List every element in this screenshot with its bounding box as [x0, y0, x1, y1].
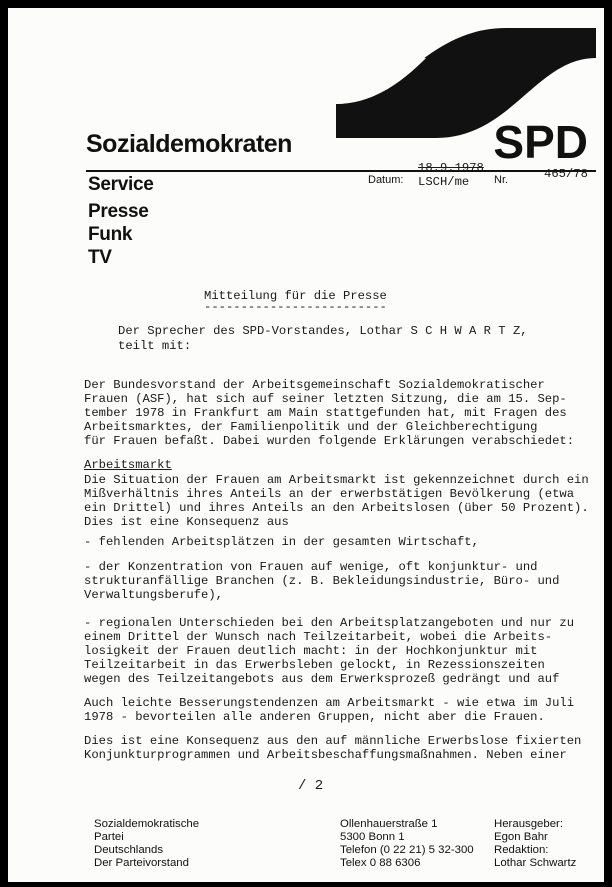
date-value: 18.9.1978: [418, 161, 484, 175]
footer-address-line: Telefon (0 22 21) 5 32-300: [340, 844, 474, 856]
speaker-line-1: Der Sprecher des SPD-Vorstandes, Lothar S C H W A R T Z,: [118, 324, 528, 338]
para4-line-2: Konjunkturprogrammen und Arbeitsbeschaffungsmaßnahmen. Neben einer: [84, 748, 567, 762]
footer-address-line: Ollenhauerstraße 1: [340, 818, 438, 830]
bullet3-line-1: - regionalen Unterschieden bei den Arbeitsplatzangeboten und nur zu: [84, 616, 575, 630]
header-rule: [86, 170, 596, 172]
footer-publisher-line: Lothar Schwartz: [494, 857, 577, 869]
para2-line-3: ein Drittel) und ihres Anteils an den Arbeitslosen (über 50 Prozent).: [84, 501, 589, 515]
para1-line-4: Arbeitsmarktes, der Familienpolitik und der Gleichberechtigung: [84, 420, 538, 434]
bullet3-line-3: losigkeit der Frauen deutlich macht: in der Hochkonjunktur mit: [84, 644, 538, 658]
para3-line-2: 1978 - bevorteilen alle anderen Gruppen, nicht aber die Frauen.: [84, 710, 545, 724]
footer-address-line: Telex 0 88 6306: [340, 857, 421, 869]
para1-line-5: für Frauen befaßt. Dabei wurden folgende Erklärungen verabschiedet:: [84, 434, 575, 448]
heading-underline: -------------------------: [204, 300, 387, 314]
bullet2-line-2: strukturanfällige Branchen (z. B. Bekleidungsindustrie, Büro- und: [84, 574, 560, 588]
footer-address-line: 5300 Bonn 1: [340, 831, 405, 843]
press-release-sheet: [8, 8, 604, 882]
footer-publisher-line: Redaktion:: [494, 844, 549, 856]
page-number: / 2: [298, 778, 324, 794]
footer-party-line: Der Parteivorstand: [94, 857, 189, 869]
bullet2-line-3: Verwaltungsberufe),: [84, 588, 223, 602]
footer-publisher: [494, 818, 576, 870]
tv-label: TV: [88, 247, 112, 268]
para2-line-4: Dies ist eine Konsequenz aus: [84, 515, 289, 529]
footer-publisher-line: Herausgeber:: [494, 818, 564, 830]
service-label: Service: [88, 174, 154, 195]
para2-line-1: Die Situation der Frauen am Arbeitsmarkt ist gekennzeichnet durch ein: [84, 473, 589, 487]
bullet2-line-1: - der Konzentration von Frauen auf wenige, oft konjunktur- und: [84, 560, 538, 574]
funk-label: Funk: [88, 224, 133, 245]
para2-line-2: Mißverhältnis ihres Anteils an der erwerbstätigen Bevölkerung (etwa: [84, 487, 575, 501]
reference-code: LSCH/me: [418, 175, 470, 189]
bullet3-line-2: einem Drittel der Wunsch nach Teilzeitarbeit, wobei die Arbeits-: [84, 630, 553, 644]
spd-logo: [336, 18, 596, 166]
number-label: Nr.: [494, 174, 509, 186]
footer-party: [94, 818, 199, 870]
presse-label: Presse: [88, 201, 149, 222]
para1-line-2: Frauen (ASF), hat sich auf seiner letzten Sitzung, die am 15. Sep-: [84, 392, 567, 406]
para1-line-1: Der Bundesvorstand der Arbeitsgemeinschaft Sozialdemokratischer: [84, 378, 545, 392]
para4-line-1: Dies ist eine Konsequenz aus den auf männliche Erwerbslose fixierten: [84, 734, 582, 748]
brand-title: Sozialdemokraten: [86, 130, 292, 158]
footer-address: [340, 818, 474, 870]
section-heading: Arbeitsmarkt: [84, 458, 172, 472]
footer-party-line: Partei: [94, 831, 124, 843]
release-heading: Mitteilung für die Presse: [204, 289, 387, 303]
date-label: Datum:: [368, 174, 404, 186]
document-number: 465/78: [544, 167, 588, 181]
footer-party-line: Sozialdemokratische: [94, 818, 200, 830]
spd-logo-text: SPD: [493, 116, 588, 166]
para1-line-3: tember 1978 in Frankfurt am Main stattgefunden hat, mit Fragen des: [84, 406, 567, 420]
bullet3-line-4: Teilzeitarbeit in das Erwerbsleben gelockt, in Rezessionszeiten: [84, 658, 545, 672]
para3-line-1: Auch leichte Besserungstendenzen am Arbeitsmarkt - wie etwa im Juli: [84, 696, 575, 710]
footer-party-line: Deutschlands: [94, 844, 164, 856]
bullet1-line-1: - fehlenden Arbeitsplätzen in der gesamten Wirtschaft,: [84, 535, 479, 549]
speaker-line-2: teilt mit:: [118, 339, 192, 353]
bullet3-line-5: wegen des Teilzeitangebots aus dem Erwerksprozeß gedrängt und auf: [84, 672, 560, 686]
footer-publisher-line: Egon Bahr: [494, 831, 548, 843]
